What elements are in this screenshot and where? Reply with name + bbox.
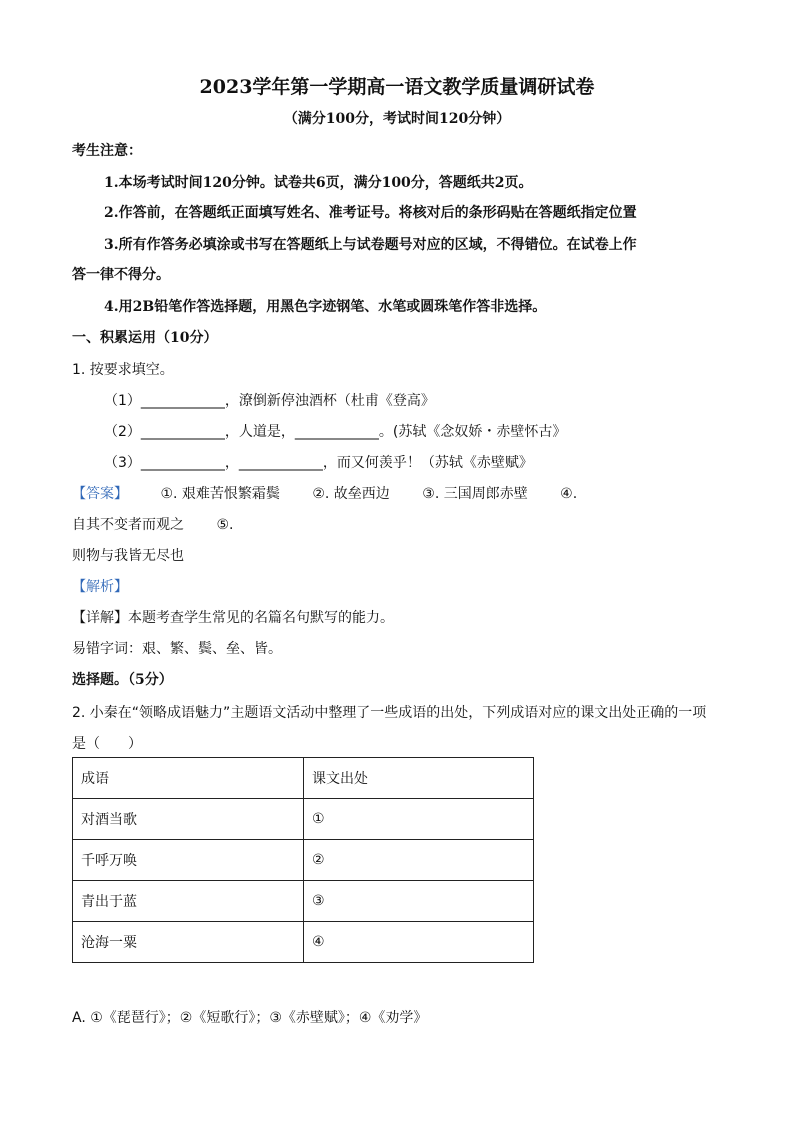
answer-3: ③. 三国周郎赤壁 [422, 486, 528, 502]
table-row [73, 922, 534, 963]
question-1-blank-1: （1）____________，潦倒新停浊酒杯（杜甫《登高》 [104, 393, 435, 409]
table-header-idiom: 成语 [73, 758, 304, 799]
answer-4-row [72, 515, 233, 535]
table-row [73, 881, 534, 922]
notice-item-4: 4.用2B铅笔作答选择题，用黑色字迹钢笔、水笔或圆珠笔作答非选择。 [104, 299, 547, 315]
section-1-heading: 一、积累运用（10分） [72, 330, 218, 346]
answer-row [72, 484, 577, 504]
notice-item-3-continued: 答一律不得分。 [72, 267, 170, 283]
answer-1: ①. 艰难苦恨繁霜鬓 [160, 486, 280, 502]
question-1-blank-3: （3）____________，____________，而又何羡乎！（苏轼《赤壁赋》 [104, 455, 533, 471]
table-header-source: 课文出处 [304, 758, 534, 799]
question-1-prompt: 1. 按要求填空。 [72, 362, 174, 378]
notice-heading: 考生注意： [72, 143, 142, 159]
table-cell-idiom: 千呼万唤 [73, 840, 304, 881]
answer-5-text: 则物与我皆无尽也 [72, 548, 184, 564]
answer-5-marker: ⑤. [216, 517, 234, 533]
idiom-source-table [72, 757, 534, 963]
answer-4-text: 自其不变者而观之 [72, 517, 184, 533]
table-row [73, 799, 534, 840]
notice-item-2: 2.作答前，在答题纸正面填写姓名、准考证号。将核对后的条形码贴在答题纸指定位置 [104, 205, 637, 221]
question-1-blank-2: （2）____________，人道是，____________。(苏轼《念奴娇・赤壁怀古》 [104, 424, 567, 440]
table-cell-idiom: 沧海一粟 [73, 922, 304, 963]
table-cell-source: ④ [304, 922, 534, 963]
table-cell-idiom: 对酒当歌 [73, 799, 304, 840]
notice-item-3: 3.所有作答务必填涂或书写在答题纸上与试卷题号对应的区域，不得错位。在试卷上作 [104, 237, 637, 253]
answer-2: ②. 故垒西边 [312, 486, 390, 502]
section-2-heading: 选择题。（5分） [72, 672, 173, 688]
table-row [73, 840, 534, 881]
detail-explanation: 【详解】本题考查学生常见的名篇名句默写的能力。 [72, 610, 394, 626]
table-header-row [73, 758, 534, 799]
question-2-prompt: 2. 小秦在“领略成语魅力”主题语文活动中整理了一些成语的出处，下列成语对应的课文出处正确的一项 [72, 705, 707, 721]
table-cell-idiom: 青出于蓝 [73, 881, 304, 922]
question-2-prompt-continued: 是（ ） [72, 736, 142, 752]
answer-4-marker: ④. [560, 486, 578, 502]
notice-item-1: 1.本场考试时间120分钟。试卷共6页，满分100分，答题纸共2页。 [104, 175, 533, 191]
answer-tag: 【答案】 [72, 486, 128, 502]
analysis-tag: 【解析】 [72, 579, 128, 595]
option-a: A. ①《琵琶行》；②《短歌行》；③《赤壁赋》；④《劝学》 [72, 1010, 428, 1026]
exam-subtitle: （满分100分，考试时间120分钟） [283, 111, 511, 127]
table-cell-source: ① [304, 799, 534, 840]
table-cell-source: ② [304, 840, 534, 881]
exam-title: 2023学年第一学期高一语文教学质量调研试卷 [199, 76, 595, 98]
typo-note: 易错字词：艰、繁、鬓、垒、皆。 [72, 641, 282, 657]
table-cell-source: ③ [304, 881, 534, 922]
